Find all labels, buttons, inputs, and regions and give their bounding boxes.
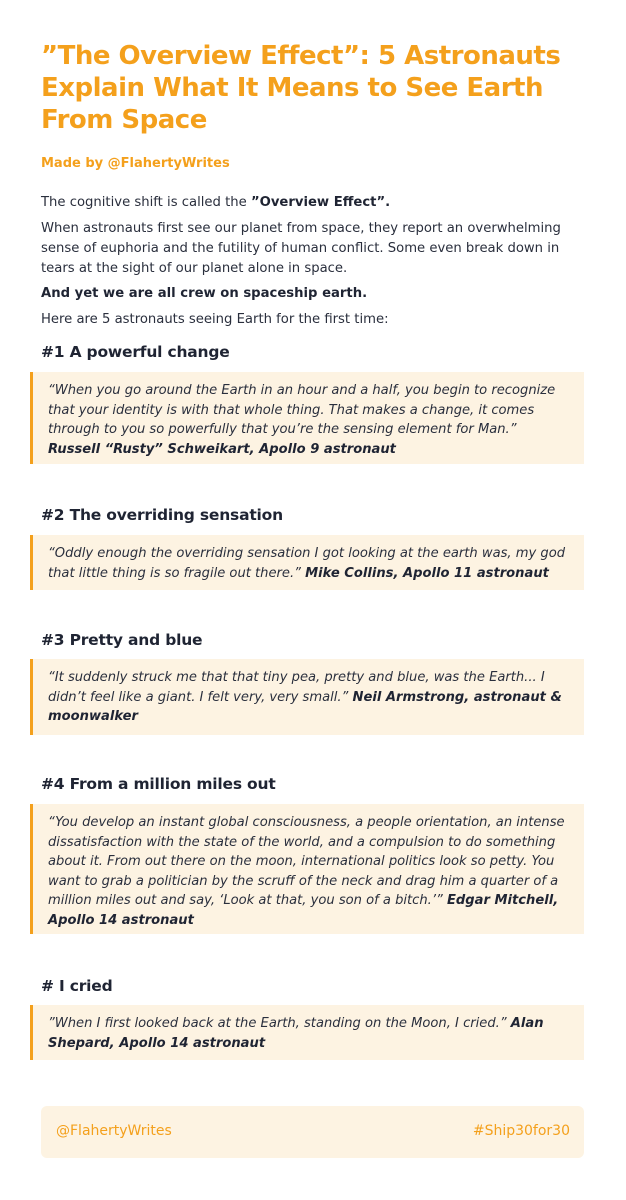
quote-attribution-2: Mike Collins, Apollo 11 astronaut	[305, 565, 549, 581]
intro-paragraph	[41, 193, 586, 213]
quote-attribution-3: Neil Armstrong, astronaut & moonwalker	[48, 689, 562, 724]
quote-attribution-1: Russell “Rusty” Schweikart, Apollo 9 astronaut	[48, 441, 396, 457]
description-paragraph: When astronauts first see our planet from space, they report an overwhelming sense of euphoria and the futility of human conflict. Some even break down in tears at the sight of our planet alone in space.	[41, 221, 561, 276]
section-heading-5: # I cried	[41, 977, 113, 995]
intro-text: The cognitive shift is called the	[41, 195, 251, 210]
footer-handle: @FlahertyWrites	[56, 1123, 172, 1139]
quote-block-3	[30, 659, 584, 735]
quote-attribution-4: Edgar Mitchell, Apollo 14 astronaut	[48, 893, 559, 928]
article-title: ”The Overview Effect”: 5 Astronauts Explain What It Means to See Earth From Space	[41, 41, 561, 135]
emphasis-text: And yet we are all crew on spaceship earth.	[41, 286, 368, 301]
quote-attribution-5: Alan Shepard, Apollo 14 astronaut	[48, 1016, 544, 1051]
lead-in-paragraph: Here are 5 astronauts seeing Earth for the first time:	[41, 312, 389, 327]
byline: Made by @FlahertyWrites	[41, 156, 230, 171]
quote-text-2: “Oddly enough the overriding sensation I got looking at the earth was, my god that little thing is so fragile out there.”	[48, 546, 566, 581]
footer-hashtag: #Ship30for30	[472, 1123, 570, 1139]
quote-block-4	[30, 804, 584, 934]
section-heading-3: #3 Pretty and blue	[41, 631, 203, 649]
quote-block-1	[30, 372, 584, 464]
intro-bold-term: ”Overview Effect”.	[250, 195, 391, 210]
quote-block-2	[30, 535, 584, 590]
quote-text-3: “It suddenly struck me that that tiny pea, pretty and blue, was the Earth... I didn’t feel like a giant. I felt very, very small.”	[48, 670, 545, 705]
quote-text-5: ”When I first looked back at the Earth, standing on the Moon, I cried.”	[48, 1016, 507, 1031]
emphasis-paragraph	[41, 284, 586, 304]
section-heading-1: #1 A powerful change	[41, 343, 230, 361]
section-heading-2: #2 The overriding sensation	[41, 506, 283, 524]
section-heading-4: #4 From a million miles out	[41, 775, 276, 793]
quote-text-1: “When you go around the Earth in an hour and a half, you begin to recognize that your identity is with that whole thing. That makes a change, it comes through to you so powerfully that you’re the sensing element for Man.”	[48, 383, 556, 437]
footer-bar	[41, 1106, 584, 1158]
quote-block-5	[30, 1005, 584, 1060]
quote-text-4: “You develop an instant global consciousness, a people orientation, an intense dissatisfaction with the state of the world, and a compulsion to do something about it. From out there on the moon, international politics look so petty. You want to grab a politician by the scruff of the neck and drag him a quarter of a million miles out and say, ‘Look at that, you son of a bitch.’”	[48, 815, 565, 908]
